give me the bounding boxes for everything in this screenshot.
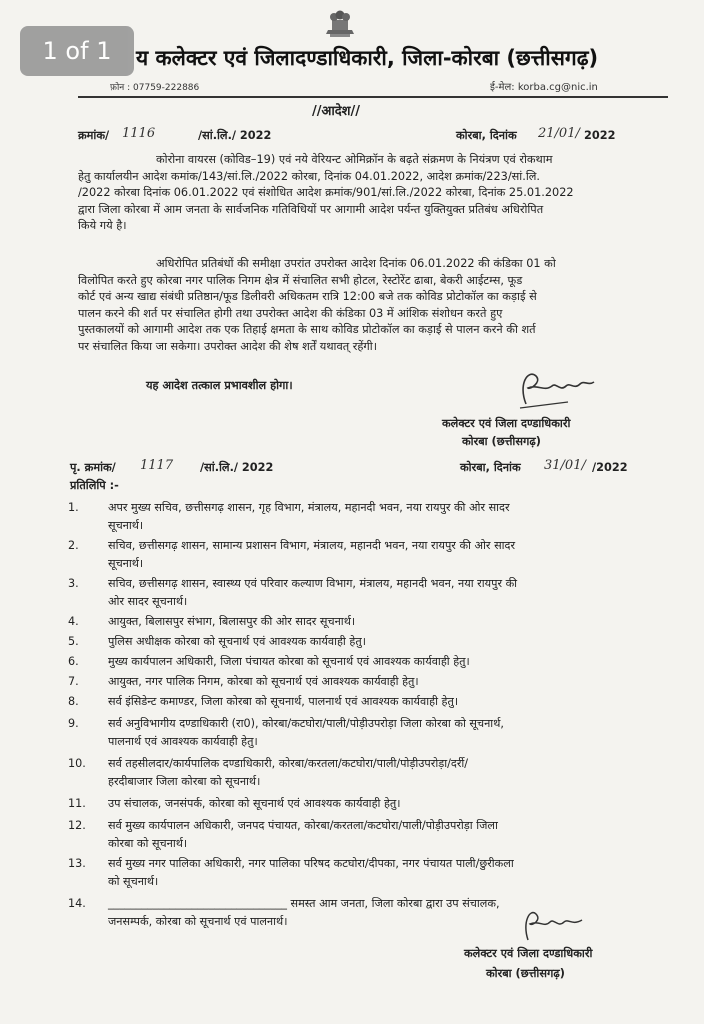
- collector-signature-icon: [516, 904, 586, 948]
- order-reference: /सां.लि./ 2022: [198, 129, 272, 142]
- item-line: हरदीबाजार जिला कोरबा को सूचनार्थ।: [108, 775, 261, 788]
- page-indicator: 1 of 1: [20, 26, 134, 76]
- order-date-value: 21/01/: [538, 126, 580, 141]
- office-title: य कलेक्टर एवं जिलादण्डाधिकारी, जिला-कोरबा (छत्तीसगढ़): [136, 46, 599, 70]
- order-paragraph-2: [78, 256, 556, 355]
- paragraph-line: पर संचालित किया जा सकेगा। उपरोक्त आदेश की शेष शर्तें यथावत् रहेंगी।: [78, 339, 377, 353]
- paragraph-line: कोरोना वायरस (कोविड–19) एवं नये वेरियन्ट ओमिक्रॉन के बढ़ते संक्रमण के नियंत्रण एवं रोकथाम: [156, 153, 553, 166]
- office-phone: फ़ोन : 07759-222886: [110, 83, 200, 93]
- endorsement-date-year: /2022: [592, 461, 628, 474]
- paragraph-line: अधिरोपित प्रतिबंधों की समीक्षा उपरांत उपरोक्त आदेश दिनांक 06.01.2022 की कंडिका 01 को: [156, 257, 556, 270]
- signatory-title: कलेक्टर एवं जिला दण्डाधिकारी: [442, 417, 571, 430]
- item-number: 3.: [68, 577, 79, 590]
- item-number: 4.: [68, 615, 79, 628]
- item-line: उप संचालक, जनसंपर्क, कोरबा को सूचनार्थ एवं आवश्यक कार्यवाही हेतु।: [108, 797, 401, 810]
- signatory-place: कोरबा (छत्तीसगढ़): [486, 967, 565, 980]
- item-line: सर्व अनुविभागीय दण्डाधिकारी (रा0), कोरबा/कटघोरा/पाली/पोड़ीउपरोड़ा जिला कोरबा को सूचनार्थ,: [108, 717, 504, 730]
- item-number: 11.: [68, 797, 86, 810]
- order-heading: //आदेश//: [312, 104, 361, 119]
- item-line: सूचनार्थ।: [108, 557, 144, 570]
- item-line: जनसम्पर्क, कोरबा को सूचनार्थ एवं पालनार्थ।: [108, 915, 288, 928]
- paragraph-line: हेतु कार्यालयीन आदेश कमांक/143/सां.लि./2022 कोरबा, दिनांक 04.01.2022, आदेश क्रमांक/223/सां.लि.: [78, 169, 540, 183]
- item-number: 8.: [68, 695, 79, 708]
- order-date-year: 2022: [584, 129, 616, 142]
- office-email: ई-मेल: korba.cg@nic.in: [490, 82, 598, 93]
- item-line: आयुक्त, नगर पालिक निगम, कोरबा को सूचनार्थ एवं आवश्यक कार्यवाही हेतु।: [108, 675, 419, 688]
- collector-signature-icon: [508, 364, 598, 414]
- item-number: 2.: [68, 539, 79, 552]
- item-line: पालनार्थ एवं आवश्यक कार्यवाही हेतु।: [108, 735, 258, 748]
- state-emblem-icon: [318, 8, 362, 38]
- item-line: पुलिस अधीक्षक कोरबा को सूचनार्थ एवं आवश्यक कार्यवाही हेतु।: [108, 635, 366, 648]
- endorsement-date-label: कोरबा, दिनांक: [460, 461, 521, 474]
- item-number: 13.: [68, 857, 86, 870]
- item-number: 9.: [68, 717, 79, 730]
- paragraph-line: पुस्तकालयों को आगामी आदेश तक एक तिहाई क्षमता के साथ कोविड प्रोटोकॉल का कड़ाई से पालन करने की शर्त: [78, 323, 536, 336]
- order-number-label: क्रमांक/: [78, 129, 110, 142]
- item-line: ________________________________ समस्त आम जनता, जिला कोरबा द्वारा उप संचालक,: [108, 897, 500, 910]
- paragraph-line: विलोपित करते हुए कोरबा नगर पालिक निगम क्षेत्र में संचालित सभी होटल, रेस्टोरेंट ढाबा, बेकरी आईटम्स, फूड: [78, 273, 523, 287]
- endorsement-reference: /सां.लि./ 2022: [200, 461, 274, 474]
- paragraph-line: पालन करने की शर्त पर संचालित होगी तथा उपरोक्त आदेश की कंडिका 03 में आंशिक संशोधन करते हुए: [78, 306, 503, 320]
- paragraph-line: /2022 कोरबा दिनांक 06.01.2022 एवं संशोधित आदेश क्रमांक/901/सां.लि./2022 कोरबा, दिनांक 25.01.2022: [78, 186, 574, 199]
- item-line: सर्व तहसीलदार/कार्यपालिक दण्डाधिकारी, कोरबा/करतला/कटघोरा/पाली/पोड़ीउपरोड़ा/दर्री/: [108, 757, 469, 770]
- item-line: मुख्य कार्यपालन अधिकारी, जिला पंचायत कोरबा को सूचनार्थ एवं आवश्यक कार्यवाही हेतु।: [108, 655, 470, 668]
- item-line: को सूचनार्थ।: [108, 875, 159, 888]
- item-number: 14.: [68, 897, 86, 910]
- item-line: सर्व मुख्य नगर पालिका अधिकारी, नगर पालिका परिषद कटघोरा/दीपका, नगर पंचायत पाली/छुरीकला: [108, 857, 514, 870]
- paragraph-line: द्वारा जिला कोरबा में आम जनता के सार्वजनिक गतिविधियों पर आगामी आदेश पर्यन्त युक्तियुक्त प्रतिबंध अधिरोपित: [78, 202, 544, 216]
- paragraph-line: कोर्ट एवं अन्य खाद्य संबंधी प्रतिष्ठान/फूड डिलीवरी अधिकतम रात्रि 12:00 बजे तक कोविड प्रोटोकॉल का कड़ाई से: [78, 290, 537, 303]
- order-effective-note: यह आदेश तत्काल प्रभावशील होगा।: [146, 379, 293, 392]
- item-line: सूचनार्थ।: [108, 519, 144, 532]
- endorsement-number-label: पृ. क्रमांक/: [70, 461, 116, 474]
- item-number: 7.: [68, 675, 79, 688]
- order-number-value: 1116: [122, 126, 156, 141]
- item-line: कोरबा को सूचनार्थ।: [108, 837, 188, 850]
- item-line: सर्व मुख्य कार्यपालन अधिकारी, जनपद पंचायत, कोरबा/करतला/कटघोरा/पाली/पोड़ीउपरोड़ा जिला: [108, 819, 498, 832]
- endorsement-number-value: 1117: [140, 458, 174, 473]
- item-number: 10.: [68, 757, 86, 770]
- item-number: 1.: [68, 501, 79, 514]
- order-paragraph-1: [78, 152, 574, 235]
- item-number: 5.: [68, 635, 79, 648]
- item-line: आयुक्त, बिलासपुर संभाग, बिलासपुर की ओर सादर सूचनार्थ।: [108, 615, 356, 628]
- item-line: सचिव, छत्तीसगढ़ शासन, सामान्य प्रशासन विभाग, मंत्रालय, महानदी भवन, नया रायपुर की ओर सादर: [108, 539, 516, 552]
- signatory-title: कलेक्टर एवं जिला दण्डाधिकारी: [464, 947, 593, 960]
- item-line: सर्व इंसिडेन्ट कमाण्डर, जिला कोरबा को सूचनार्थ, पालनार्थ एवं आवश्यक कार्यवाही हेतु।: [108, 695, 459, 708]
- copy-to-label: प्रतिलिपि :-: [70, 479, 119, 492]
- item-line: अपर मुख्य सचिव, छत्तीसगढ़ शासन, गृह विभाग, मंत्रालय, महानदी भवन, नया रायपुर की ओर सादर: [108, 501, 510, 514]
- item-number: 6.: [68, 655, 79, 668]
- endorsement-date-value: 31/01/: [544, 458, 586, 473]
- item-number: 12.: [68, 819, 86, 832]
- header-divider: [78, 96, 668, 98]
- item-line: सचिव, छत्तीसगढ़ शासन, स्वास्थ्य एवं परिवार कल्याण विभाग, मंत्रालय, महानदी भवन, नया रायपुर की: [108, 577, 518, 590]
- order-date-label: कोरबा, दिनांक: [456, 129, 517, 142]
- paragraph-line: किये गये है।: [78, 219, 127, 232]
- signatory-place: कोरबा (छत्तीसगढ़): [462, 435, 541, 448]
- item-line: ओर सादर सूचनार्थ।: [108, 595, 188, 608]
